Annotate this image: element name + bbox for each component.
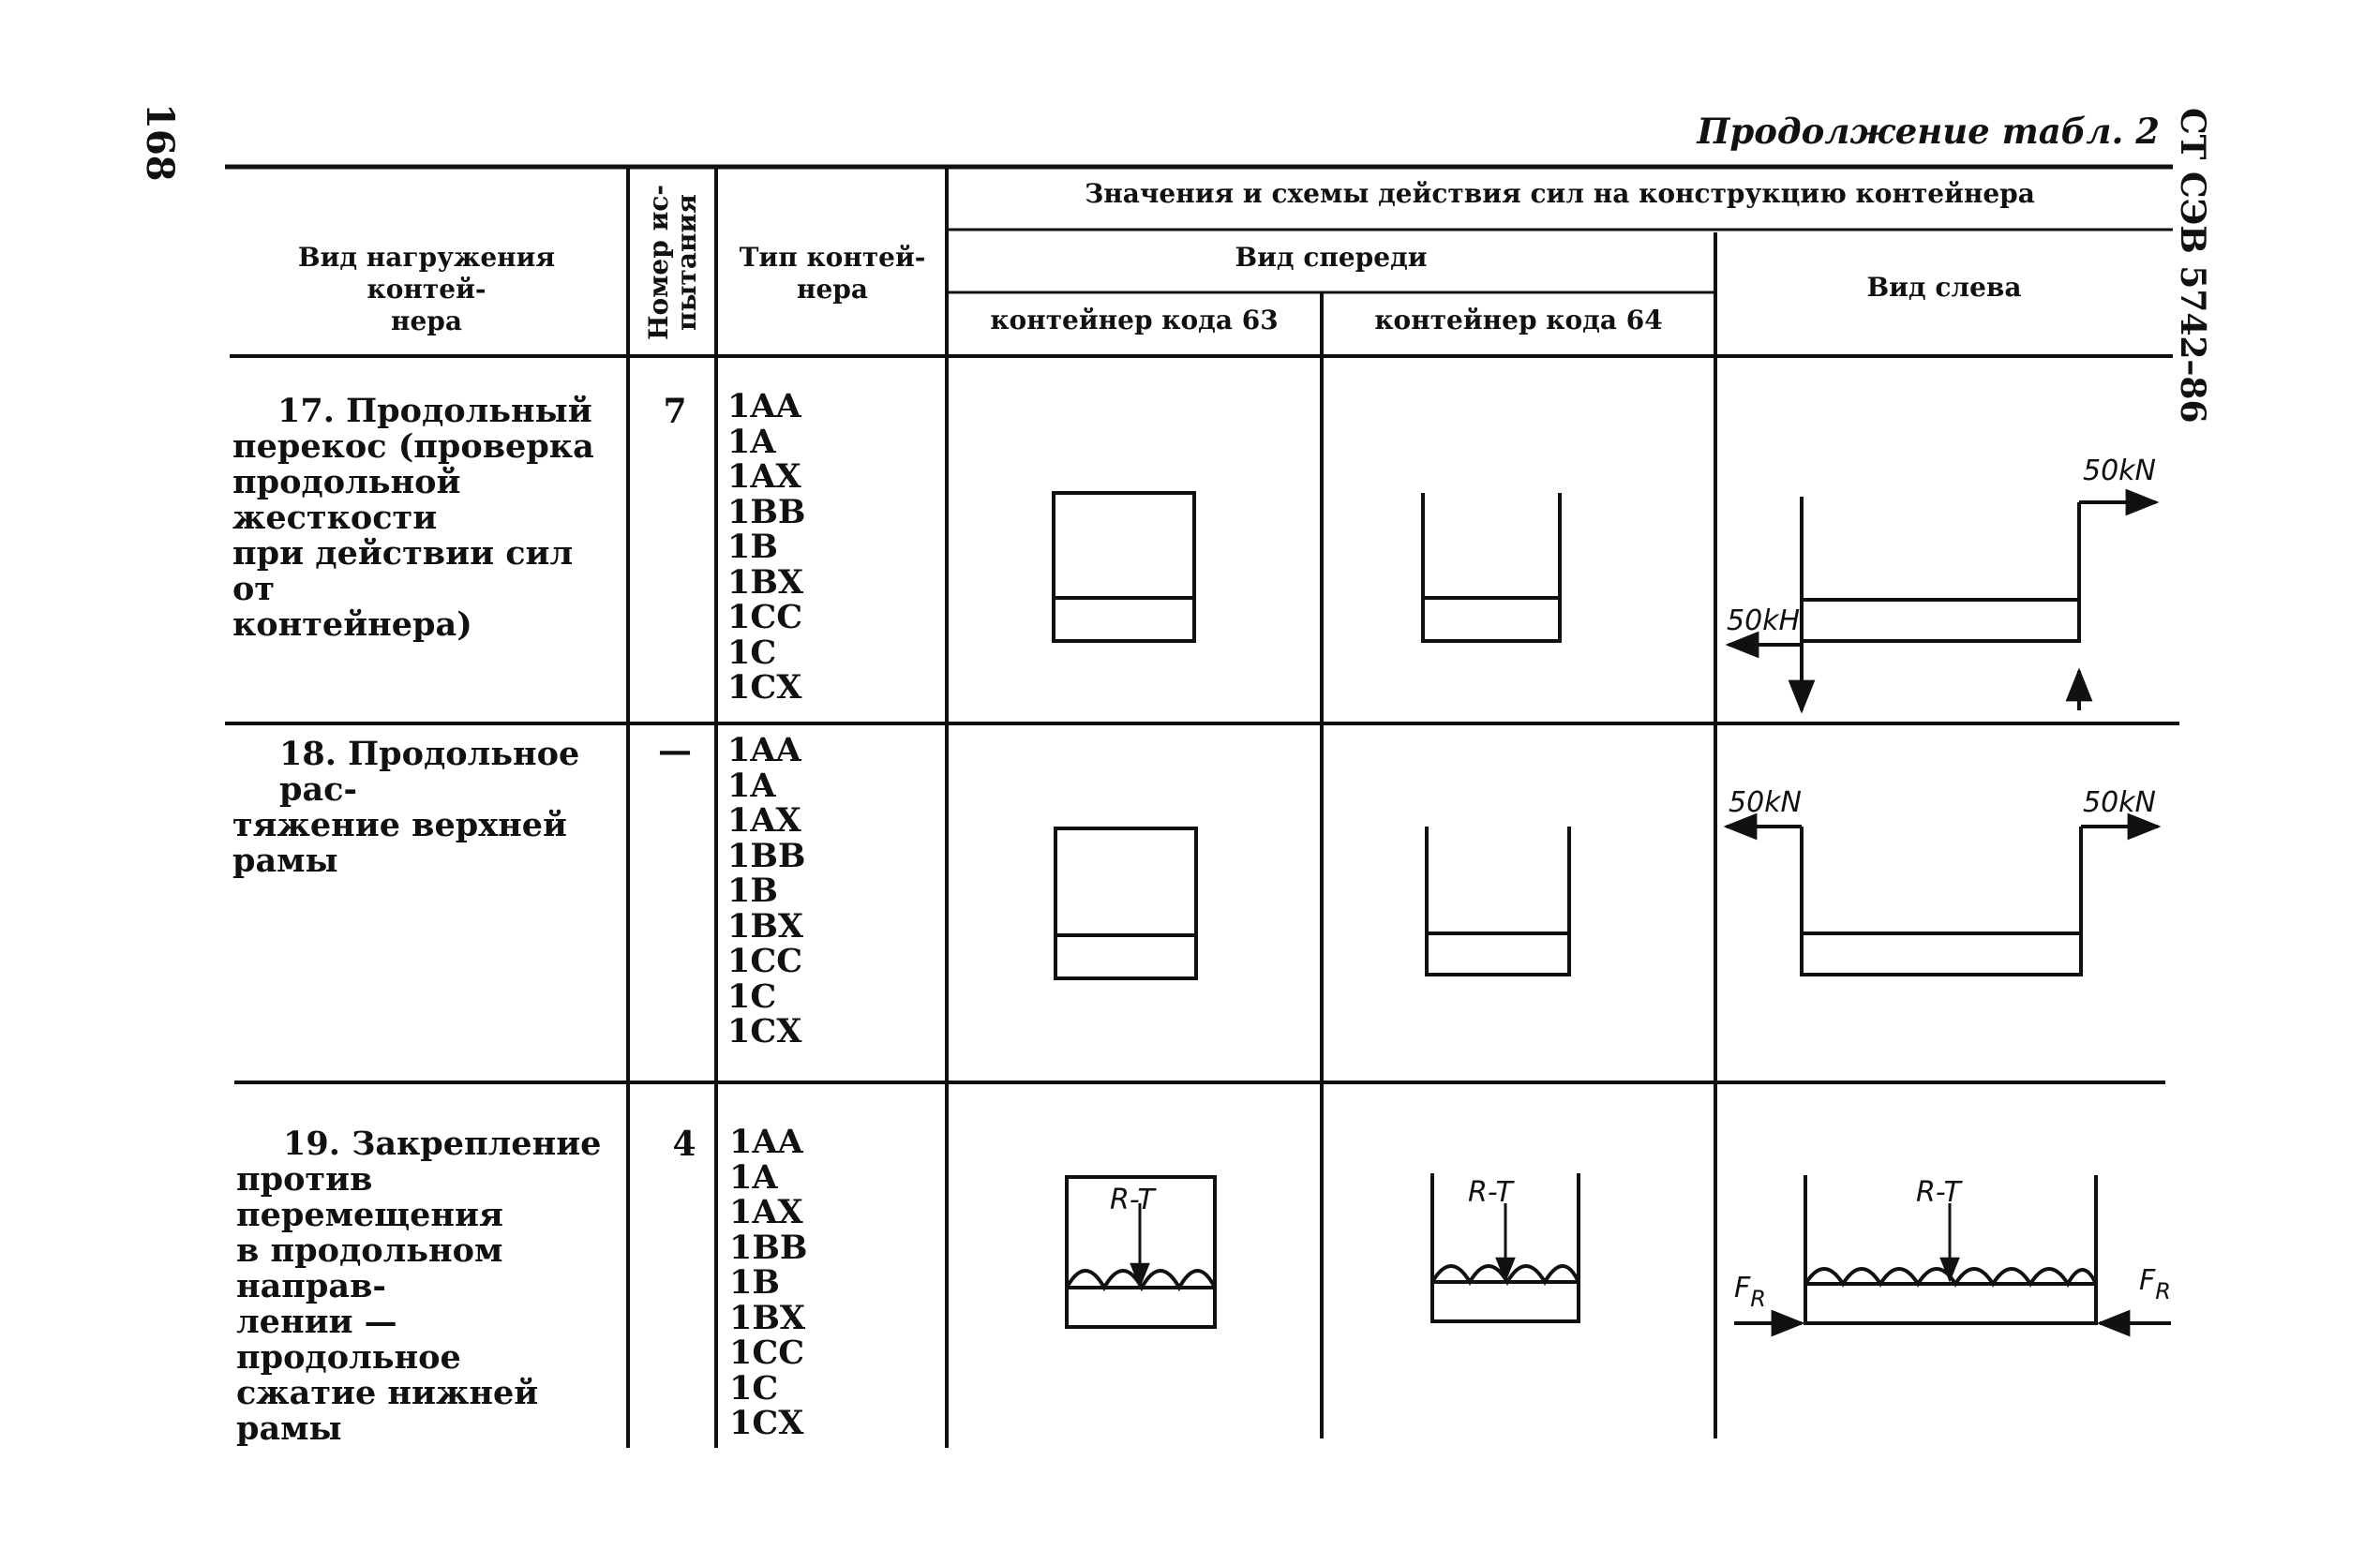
row-18-left-view-diagram (1727, 827, 2158, 975)
row-19-code63-load-label: R-T (1110, 1184, 1155, 1216)
row-19-left-view-load-label: R-T (1916, 1176, 1961, 1209)
standard-code: СТ СЭВ 5742–86 (2173, 108, 2212, 424)
row-17-force-label-top: 50kN (2083, 455, 2156, 487)
row-17-types: 1AA 1A 1AX 1BB 1B 1BX 1CC 1C 1CX (727, 387, 806, 707)
row-17-description: 17. Продольный перекос (проверка продольной жесткости при действии сил от контейнера) (232, 392, 594, 644)
header-front-view: Вид спереди (1235, 242, 1428, 273)
row-19-force-label-right (2139, 1264, 2171, 1304)
header-container-type: Тип контей- нера (739, 242, 926, 305)
header-forces: Значения и схемы действия сил на конструкцию контейнера (1085, 178, 2035, 209)
header-left-view: Вид слева (1866, 272, 2022, 303)
row-18-description: 18. Продольное рас- тяжение верхней рамы (232, 735, 580, 880)
row-17-left-view-diagram (1729, 497, 2156, 710)
row-17-test-number: 7 (663, 392, 687, 431)
row-18-code64-diagram (1427, 827, 1569, 975)
header-code-63: контейнер кода 63 (990, 305, 1279, 335)
header-code-64: контейнер кода 64 (1374, 305, 1663, 335)
row-18-code63-diagram (1055, 828, 1196, 978)
row-19-force-label-right-sub: R (2155, 1278, 2171, 1304)
row-19-test-number: 4 (672, 1125, 696, 1164)
row-19-force-label-left-main: F (1734, 1272, 1751, 1304)
row-17-force-label-bottom: 50kH (1727, 604, 1801, 637)
row-17-code63-diagram (1054, 493, 1194, 641)
header-load-type: Вид нагружения контей- нера (297, 242, 556, 336)
row-19-force-label-left-sub: R (1750, 1286, 1766, 1312)
row-18-types: 1AA 1A 1AX 1BB 1B 1BX 1CC 1C 1CX (727, 731, 806, 1051)
row-19-force-label-left (1734, 1272, 1766, 1312)
row-19-code64-load-label: R-T (1468, 1176, 1513, 1209)
row-18-test-number: — (658, 731, 692, 770)
row-19-types: 1AA 1A 1AX 1BB 1B 1BX 1CC 1C 1CX (729, 1123, 808, 1442)
row-18-force-label-right: 50kN (2083, 786, 2156, 819)
row-18-force-label-left: 50kN (1729, 786, 1802, 819)
page-number: 168 (138, 103, 182, 182)
continuation-label: Продолжение табл. 2 (1697, 111, 2160, 152)
row-19-force-label-right-main: F (2139, 1264, 2156, 1297)
header-test-number: Номер ис- пытания (643, 184, 702, 341)
row-17-code64-diagram (1423, 493, 1560, 641)
row-19-description: 19. Закрепление против перемещения в продольном направ- лении — продольное сжатие нижней рамы (236, 1125, 602, 1448)
